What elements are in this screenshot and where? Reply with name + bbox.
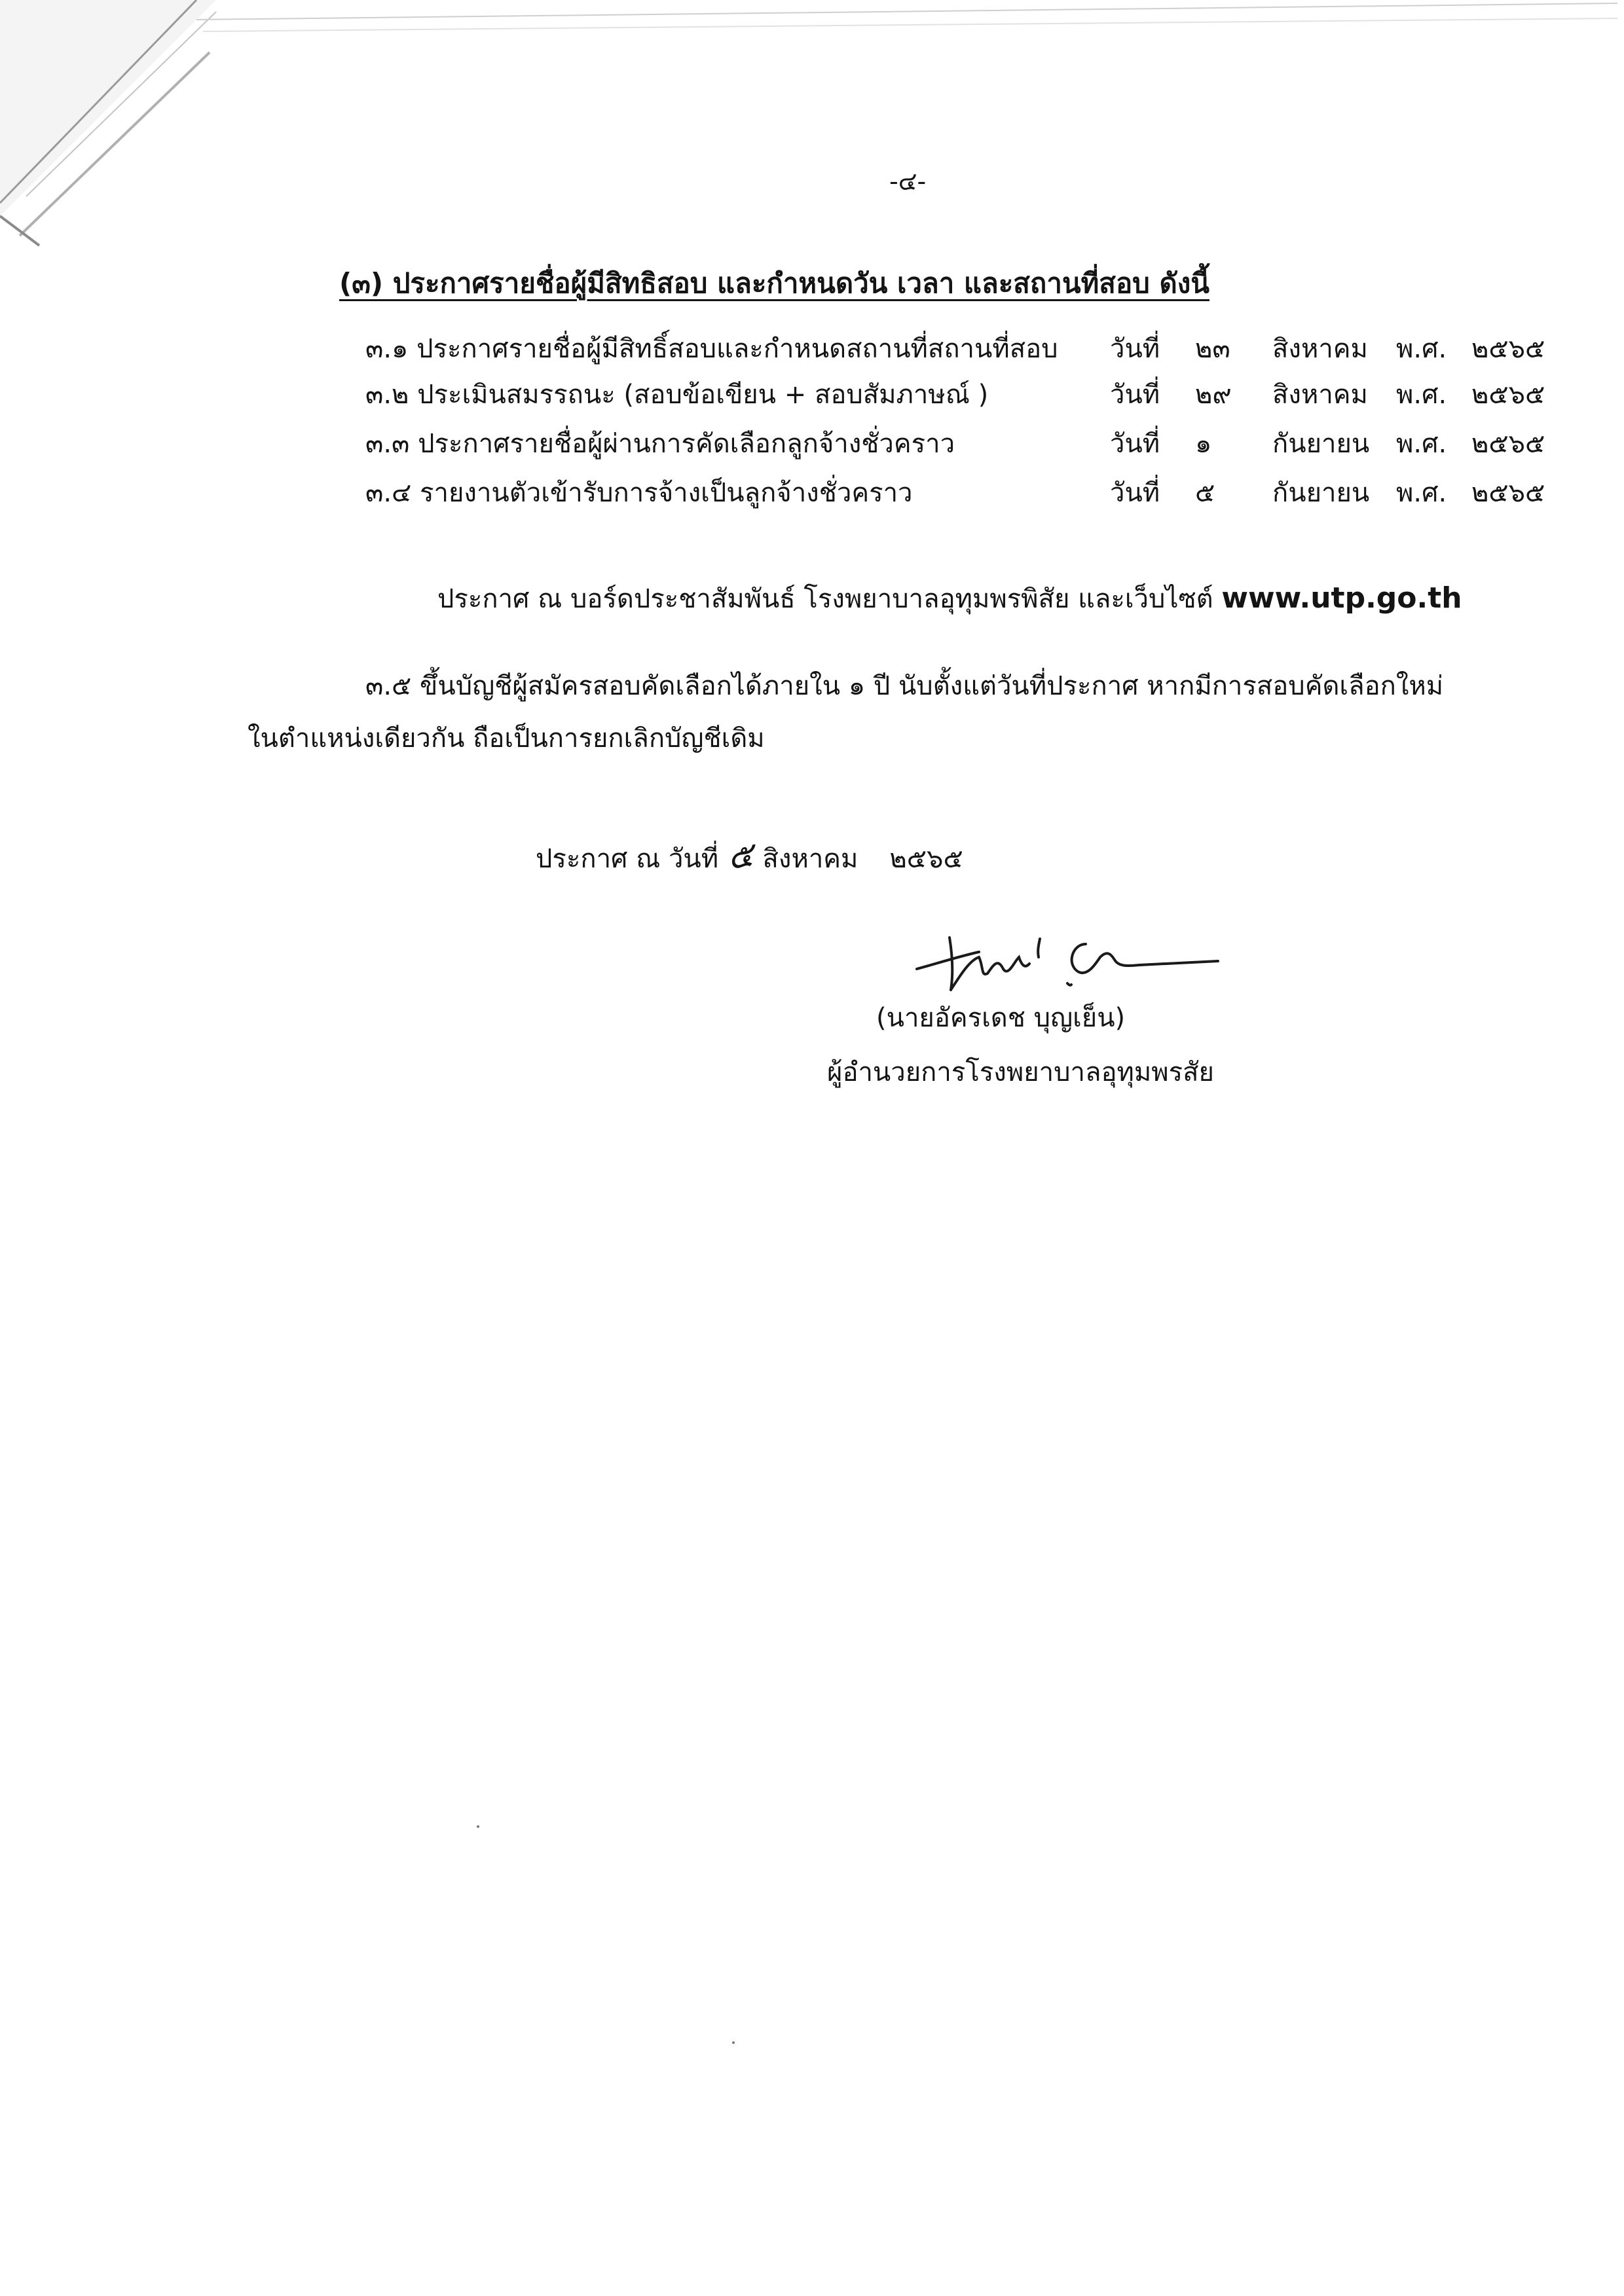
schedule-era: พ.ศ.: [1396, 380, 1447, 410]
schedule-month: สิงหาคม: [1272, 334, 1368, 364]
announcement-text: ประกาศ ณ บอร์ดประชาสัมพันธ์ โรงพยาบาลอุทุมพรพิสัย และเว็บไซต์: [437, 584, 1222, 614]
schedule-era: พ.ศ.: [1396, 478, 1447, 508]
date-month: สิงหาคม: [762, 844, 858, 874]
schedule-day: ๕: [1195, 478, 1215, 508]
schedule-item-label: ๓.๑ ประกาศรายชื่อผู้มีสิทธิ์สอบและกำหนดสถานที่สถานที่สอบ: [365, 334, 1058, 364]
scan-speck: [477, 1825, 479, 1828]
schedule-era: พ.ศ.: [1396, 429, 1447, 459]
handwritten-day: ๕: [725, 835, 756, 878]
schedule-day: ๒๙: [1195, 380, 1232, 410]
schedule-item-label: ๓.๔ รายงานตัวเข้ารับการจ้างเป็นลูกจ้างชั่วคราว: [365, 478, 913, 508]
schedule-month: กันยายน: [1272, 478, 1370, 508]
schedule-day: ๒๓: [1195, 334, 1230, 364]
date-year: ๒๕๖๕: [889, 844, 963, 874]
schedule-year: ๒๕๖๕: [1471, 334, 1545, 364]
schedule-month: กันยายน: [1272, 429, 1370, 459]
scan-fold-artifact: [0, 0, 1624, 275]
schedule-day-word: วันที่: [1110, 429, 1160, 459]
date-prefix: ประกาศ ณ วันที่: [536, 844, 719, 874]
schedule-day-word: วันที่: [1110, 380, 1160, 410]
schedule-day-word: วันที่: [1110, 478, 1160, 508]
schedule-item-label: ๓.๒ ประเมินสมรรถนะ (สอบข้อเขียน + สอบสัมภาษณ์ ): [365, 380, 989, 410]
signer-position: ผู้อำนวยการโรงพยาบาลอุทุมพรสัย: [827, 1057, 1214, 1087]
signer-name: (นายอัครเดช บุญเย็น): [876, 1003, 1126, 1033]
announcement-location: [437, 581, 1462, 615]
schedule-year: ๒๕๖๕: [1471, 478, 1545, 508]
schedule-month: สิงหาคม: [1272, 380, 1368, 410]
page-number: -๔-: [889, 167, 927, 196]
schedule-era: พ.ศ.: [1396, 334, 1447, 364]
website-link[interactable]: www.utp.go.th: [1221, 581, 1462, 615]
paragraph-line: ในตำแหน่งเดียวกัน ถือเป็นการยกเลิกบัญชีเดิม: [248, 723, 765, 754]
schedule-year: ๒๕๖๕: [1471, 380, 1545, 410]
signature: [910, 911, 1225, 1003]
paragraph-line: ๓.๕ ขึ้นบัญชีผู้สมัครสอบคัดเลือกได้ภายใน ๑ ปี นับตั้งแต่วันที่ประกาศ หากมีการสอบคัดเลือกใหม่: [365, 671, 1444, 701]
schedule-year: ๒๕๖๕: [1471, 429, 1545, 459]
schedule-day: ๑: [1195, 429, 1212, 459]
schedule-day-word: วันที่: [1110, 334, 1160, 364]
scan-speck: [732, 2041, 735, 2044]
announcement-date: [536, 835, 963, 878]
schedule-item-label: ๓.๓ ประกาศรายชื่อผู้ผ่านการคัดเลือกลูกจ้างชั่วคราว: [365, 429, 955, 459]
section-heading: (๓) ประกาศรายชื่อผู้มีสิทธิสอบ และกำหนดวัน เวลา และสถานที่สอบ ดังนี้: [339, 267, 1209, 299]
